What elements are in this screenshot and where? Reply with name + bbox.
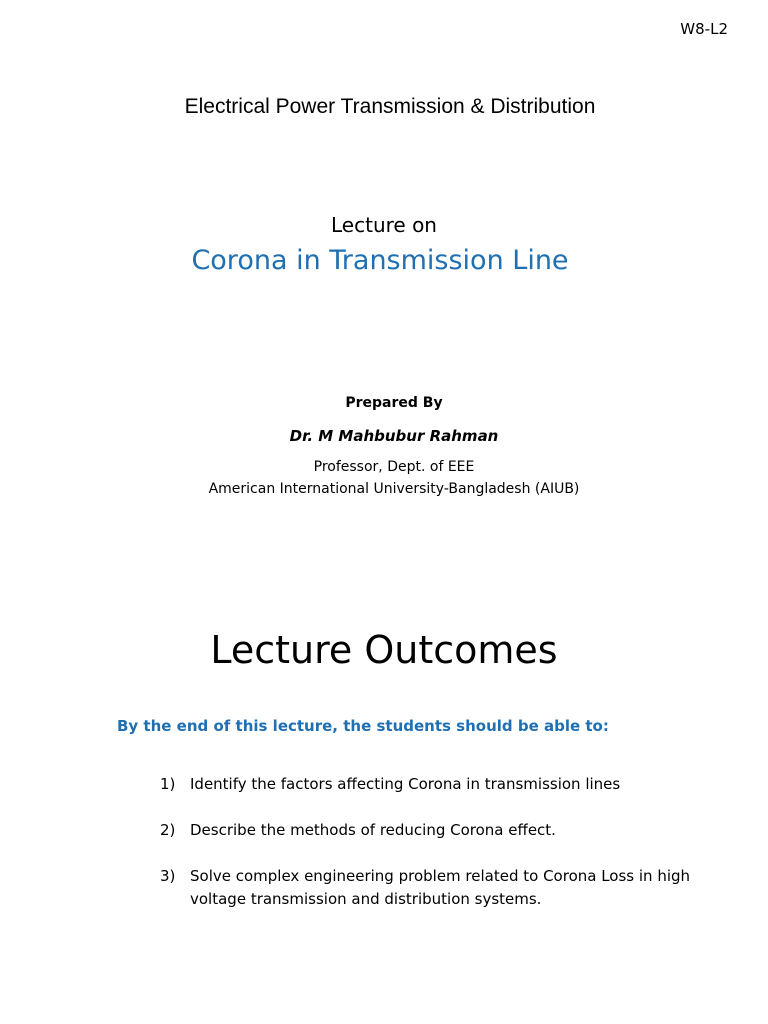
prepared-by-label: Prepared By — [345, 395, 443, 411]
outcome-text: Describe the methods of reducing Corona effect. — [190, 821, 556, 839]
outcomes-intro: By the end of this lecture, the students should be able to: — [117, 717, 609, 735]
course-title: Electrical Power Transmission & Distribution — [184, 95, 596, 118]
outcome-text: Identify the factors affecting Corona in transmission lines — [190, 775, 621, 793]
outcome-number: 2) — [160, 821, 176, 839]
outcome-number: 1) — [160, 775, 176, 793]
author-name: Dr. M Mahbubur Rahman — [289, 427, 499, 445]
outcomes-heading: Lecture Outcomes — [210, 628, 558, 672]
outcome-item — [160, 773, 720, 796]
outcome-list — [160, 773, 720, 934]
outcome-item — [160, 819, 720, 842]
outcome-item — [160, 865, 720, 911]
author-institution: American International University-Bangladesh (AIUB) — [208, 481, 580, 497]
outcome-text: Solve complex engineering problem related to Corona Loss in high voltage transmission and distribution systems. — [190, 867, 691, 908]
lecture-intro: Lecture on — [331, 213, 437, 237]
page-code: W8-L2 — [680, 20, 728, 38]
outcome-number: 3) — [160, 867, 176, 885]
author-position: Professor, Dept. of EEE — [313, 459, 475, 475]
lecture-topic: Corona in Transmission Line — [191, 245, 569, 276]
